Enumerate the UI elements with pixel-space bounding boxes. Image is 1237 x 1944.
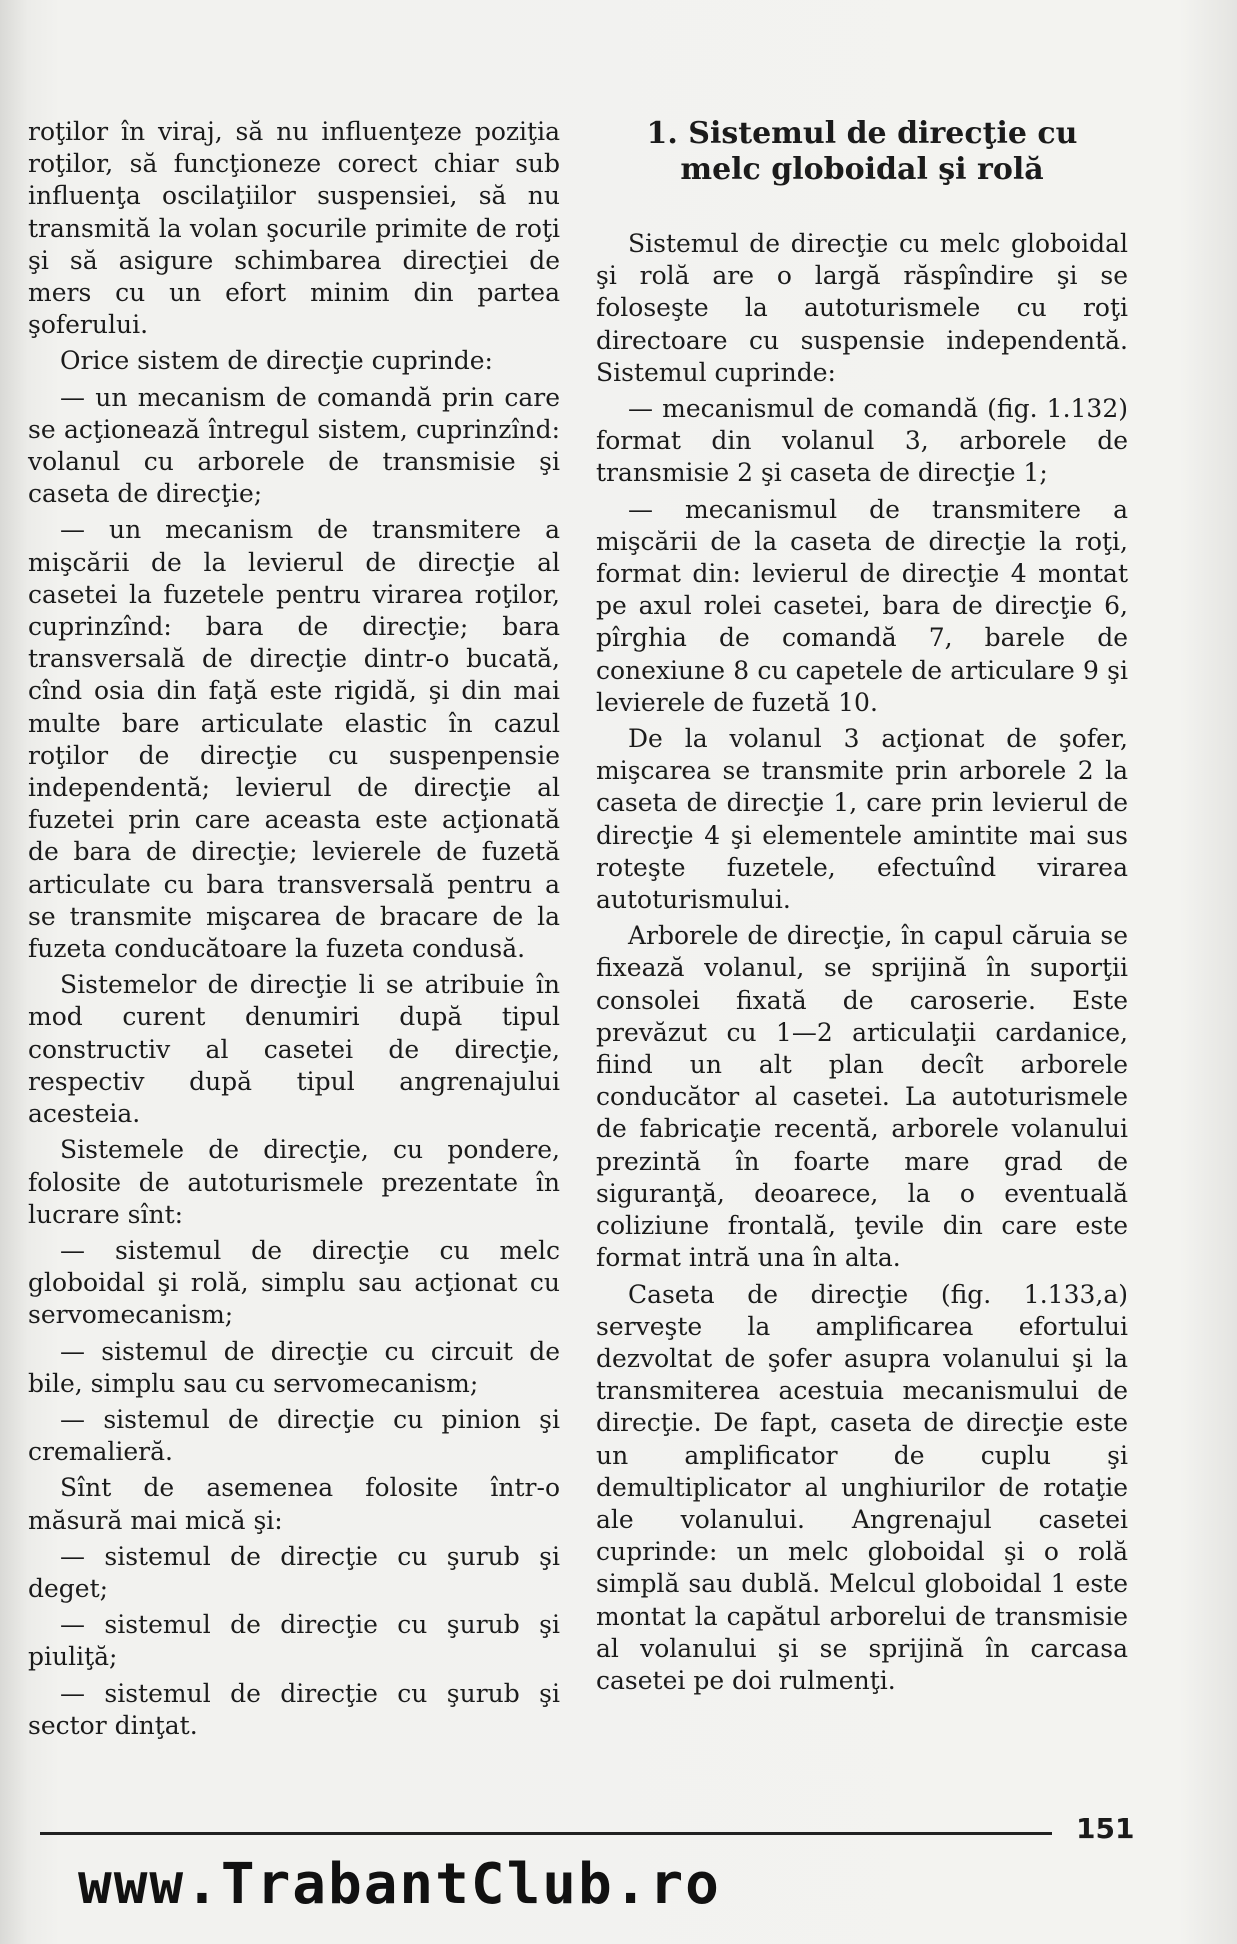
- list-item: — sistemul de direcţie cu circuit de bile, simplu sau cu servomecanism;: [28, 1336, 560, 1398]
- list-item: — mecanismul de transmitere a mişcării de la caseta de direcţie la roţi, format din: levierul de direcţie 4 montat pe axul rolei casetei, bara de direcţie 6, pîrghia de comandă 7, barele de conexiune 8 cu capetele de articulare 9 şi levierele de fuzetă 10.: [596, 494, 1128, 717]
- paragraph: Caseta de direcţie (fig. 1.133,a) serveşte la amplificarea efortului dezvoltat de şofer asupra volanului şi la transmiterea acestuia mecanismului de direcţie. De fapt, caseta de direcţie este un amplificator de cuplu şi demultiplicator al unghiurilor de rotaţie ale volanului. Angrenajul casetei cuprinde: un melc globoidal şi o rolă simplă sau dublă. Melcul globoidal 1 este montat la capătul arborelui de transmisie al volanului şi se sprijină în carcasa casetei pe doi rulmenţi.: [596, 1279, 1128, 1695]
- list-item: — sistemul de direcţie cu şurub şi piuliţă;: [28, 1610, 560, 1672]
- page-number: 151: [1076, 1812, 1135, 1845]
- paragraph: Sistemele de direcţie, cu pondere, folosite de autoturismele prezentate în lucrare sînt:: [28, 1135, 560, 1229]
- section-heading: [596, 116, 1128, 188]
- paragraph: Sistemelor de direcţie li se atribuie în mod curent denumiri după tipul constructiv al casetei de direcţie, respectiv după tipul angrenajului acesteia.: [28, 970, 560, 1129]
- list-item: — sistemul de direcţie cu şurub şi deget;: [28, 1541, 560, 1603]
- paragraph: Sînt de asemenea folosite într-o măsură mai mică şi:: [28, 1473, 560, 1535]
- right-text-column: [596, 116, 1128, 1701]
- section-heading-line-1: 1. Sistemul de direcţie cu: [646, 116, 1078, 151]
- watermark-text: www.TrabantClub.ro: [78, 1852, 721, 1917]
- list-item: — sistemul de direcţie cu melc globoidal şi rolă, simplu sau acţionat cu servomecanism;: [28, 1235, 560, 1330]
- paragraph: Sistemul de direcţie cu melc globoidal şi rolă are o largă răspîndire şi se foloseşte la autoturismele cu roţi directoare cu suspensie independentă. Sistemul cuprinde:: [596, 229, 1128, 387]
- paragraph: Orice sistem de direcţie cuprinde:: [60, 346, 493, 376]
- paragraph: roţilor în viraj, să nu influenţeze poziţia roţilor, să funcţioneze corect chiar sub influenţa oscilaţiilor suspensiei, să nu transmită la volan şocurile primite de roţi şi să asigure schimbarea direcţiei de mers cu un efort minim din partea şoferului.: [28, 117, 560, 340]
- footer-rule: [40, 1832, 1052, 1835]
- list-item: — sistemul de direcţie cu şurub şi sector dinţat.: [28, 1678, 560, 1740]
- section-heading-line-2: melc globoidal şi rolă: [680, 152, 1044, 187]
- list-item: — mecanismul de comandă (fig. 1.132) format din volanul 3, arborele de transmisie 2 şi caseta de direcţie 1;: [596, 394, 1128, 488]
- paragraph: Arborele de direcţie, în capul căruia se fixează volanul, se sprijină în suporţii consolei fixată de caroserie. Este prevăzut cu 1—2 articulaţii cardanice, fiind un alt plan decît arborele conducător al casetei. La autoturismele de fabricaţie recentă, arborele volanului prezintă în foarte mare grad de siguranţă, deoarece, la o eventuală coliziune frontală, ţevile din care este format intră una în alta.: [596, 921, 1128, 1273]
- list-item: — sistemul de direcţie cu pinion şi cremalieră.: [28, 1404, 560, 1467]
- list-item: — un mecanism de comandă prin care se acţionează întregul sistem, cuprinzînd: volanul cu arborele de transmisie şi caseta de direcţie;: [28, 382, 560, 509]
- list-item: — un mecanism de transmitere a mişcării de la levierul de direcţie al casetei la fuzetele pentru virarea roţilor, cuprinzînd: bara de direcţie; bara transversală de direcţie dintr-o bucată, cînd osia din faţă este rigidă, şi din mai multe bare articulate elastic în cazul roţilor de direcţie cu suspenpensie independentă; levierul de direcţie al fuzetei prin care aceasta este acţionată de bara de direcţie; levierele de fuzetă articulate cu bara transversală pentru a se transmite mişcarea de bracare de la fuzeta conducătoare la fuzeta condusă.: [28, 515, 560, 964]
- left-text-column: [28, 116, 560, 1746]
- paragraph: De la volanul 3 acţionat de şofer, mişcarea se transmite prin arborele 2 la caseta de direcţie 1, care prin levierul de direcţie 4 şi elementele amintite mai sus roteşte fuzetele, efectuînd virarea autoturismului.: [596, 724, 1128, 915]
